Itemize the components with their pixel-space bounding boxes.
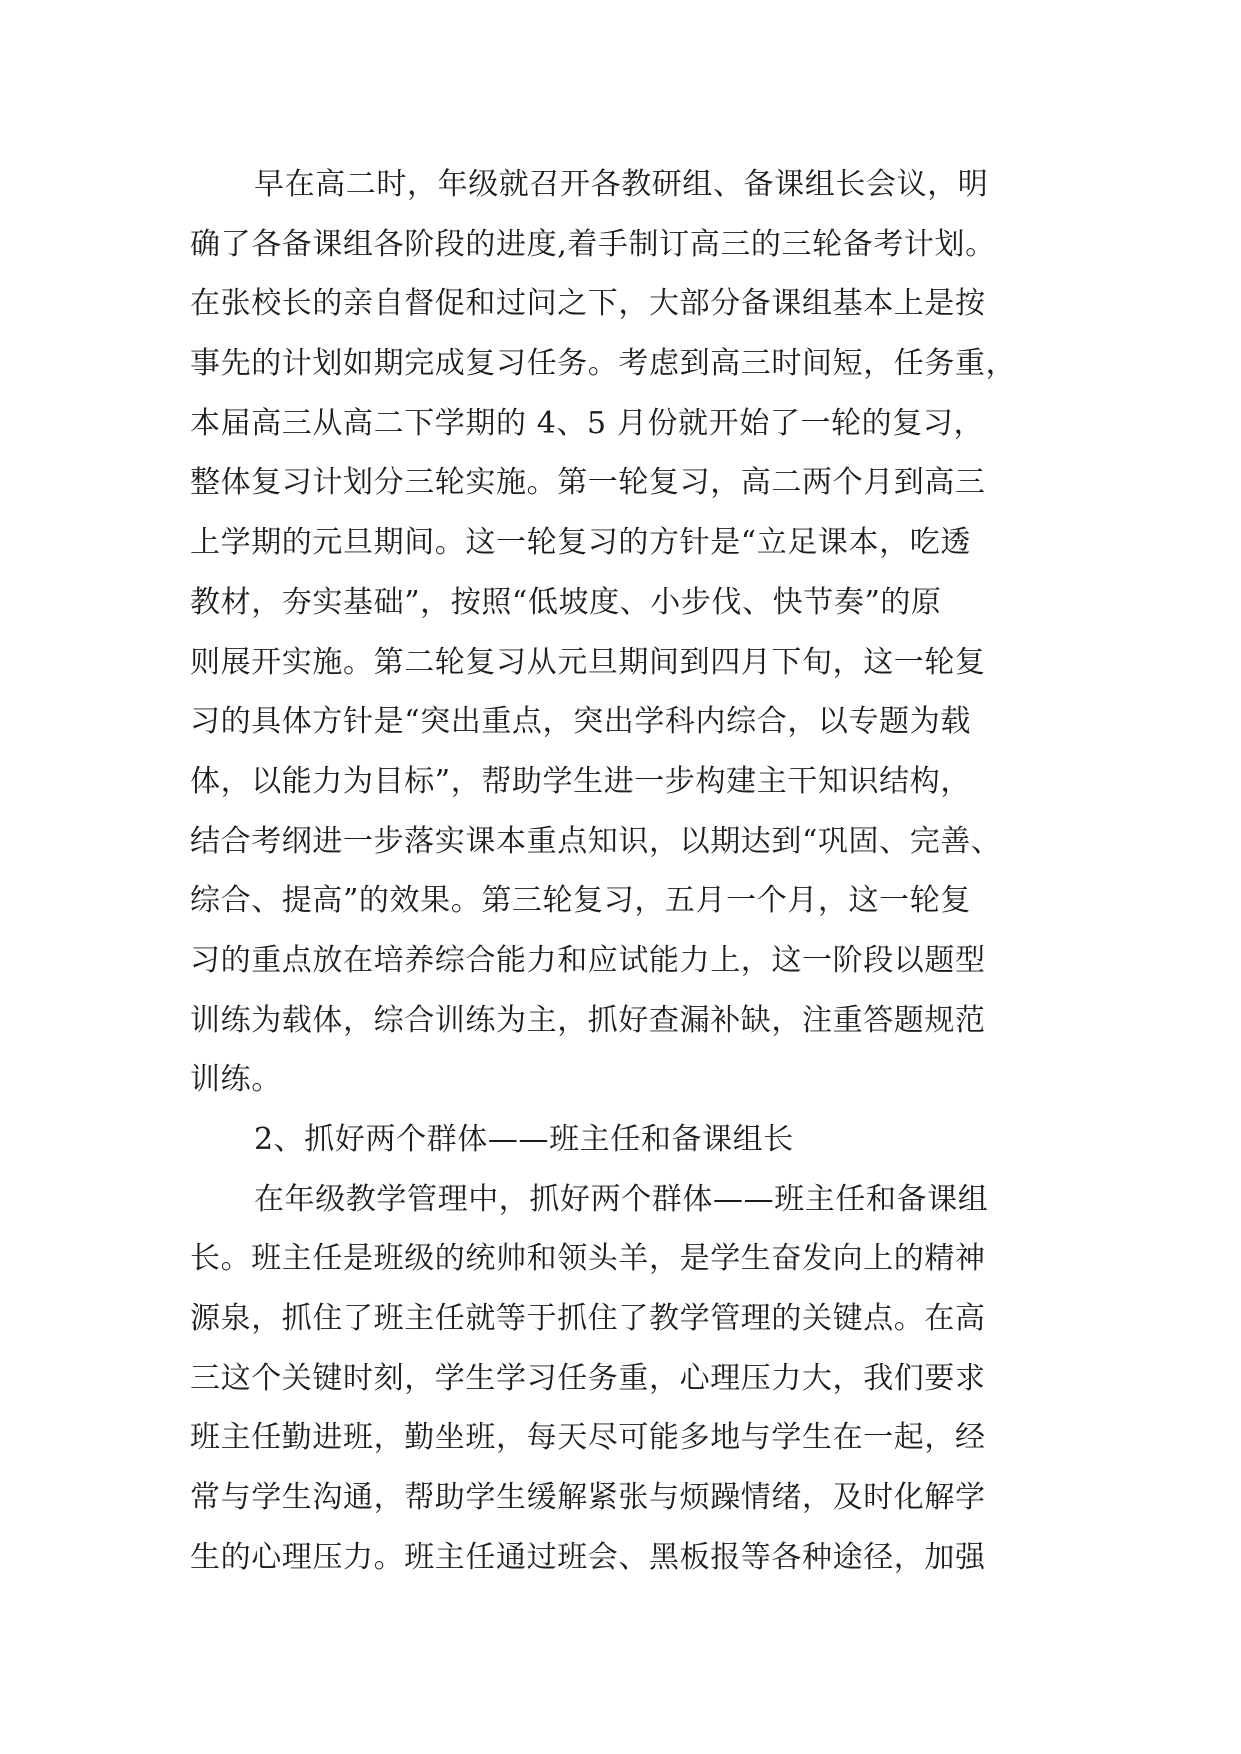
paragraph-line: 生的心理压力。班主任通过班会、黑板报等各种途径，加强	[190, 1539, 986, 1575]
paragraph-line: 习的重点放在培养综合能力和应试能力上，这一阶段以题型	[190, 942, 986, 978]
paragraph-line: 长。班主任是班级的统帅和领头羊，是学生奋发向上的精神	[190, 1241, 986, 1277]
paragraph-line: 三这个关键时刻，学生学习任务重，心理压力大，我们要求	[190, 1360, 986, 1396]
paragraph-line: 综合、提高”的效果。第三轮复习，五月一个月，这一轮复	[190, 883, 971, 919]
paragraph-line: 确了各备课组各阶段的进度,着手制订高三的三轮备考计划。	[190, 226, 996, 262]
paragraph-line: 事先的计划如期完成复习任务。考虑到高三时间短，任务重，	[190, 346, 1017, 382]
paragraph-line: 早在高二时，年级就召开各教研组、备课组长会议，明	[254, 167, 989, 202]
paragraph-line: 上学期的元旦期间。这一轮复习的方针是“立足课本，吃透	[190, 525, 971, 561]
paragraph-line: 在张校长的亲自督促和过问之下，大部分备课组基本上是按	[190, 286, 986, 322]
paragraph-line: 在年级教学管理中，抓好两个群体——班主任和备课组	[254, 1181, 989, 1217]
paragraph-line: 源泉，抓住了班主任就等于抓住了教学管理的关键点。在高	[190, 1301, 986, 1337]
paragraph-line: 整体复习计划分三轮实施。第一轮复习，高二两个月到高三	[190, 465, 986, 501]
body-text	[190, 155, 1070, 1588]
paragraph-line: 训练为载体，综合训练为主，抓好查漏补缺，注重答题规范	[190, 1002, 986, 1038]
paragraph-line: 则展开实施。第二轮复习从元旦期间到四月下旬，这一轮复	[190, 644, 986, 680]
section-heading: 2、抓好两个群体——班主任和备课组长	[254, 1122, 794, 1157]
paragraph-line: 结合考纲进一步落实课本重点知识，以期达到“巩固、完善、	[190, 823, 1002, 859]
paragraph-line: 班主任勤进班，勤坐班，每天尽可能多地与学生在一起，经	[190, 1420, 986, 1456]
paragraph-line: 常与学生沟通，帮助学生缓解紧张与烦躁情绪，及时化解学	[190, 1480, 986, 1516]
paragraph-line: 本届高三从高二下学期的 4、5 月份就开始了一轮的复习，	[190, 405, 985, 441]
paragraph-line: 训练。	[190, 1062, 282, 1098]
paragraph-line: 体，以能力为目标”，帮助学生进一步构建主干知识结构，	[190, 763, 971, 799]
paragraph-line: 教材，夯实基础”，按照“低坡度、小步伐、快节奏”的原	[190, 584, 942, 620]
paragraph-line: 习的具体方针是“突出重点，突出学科内综合，以专题为载	[190, 704, 971, 740]
